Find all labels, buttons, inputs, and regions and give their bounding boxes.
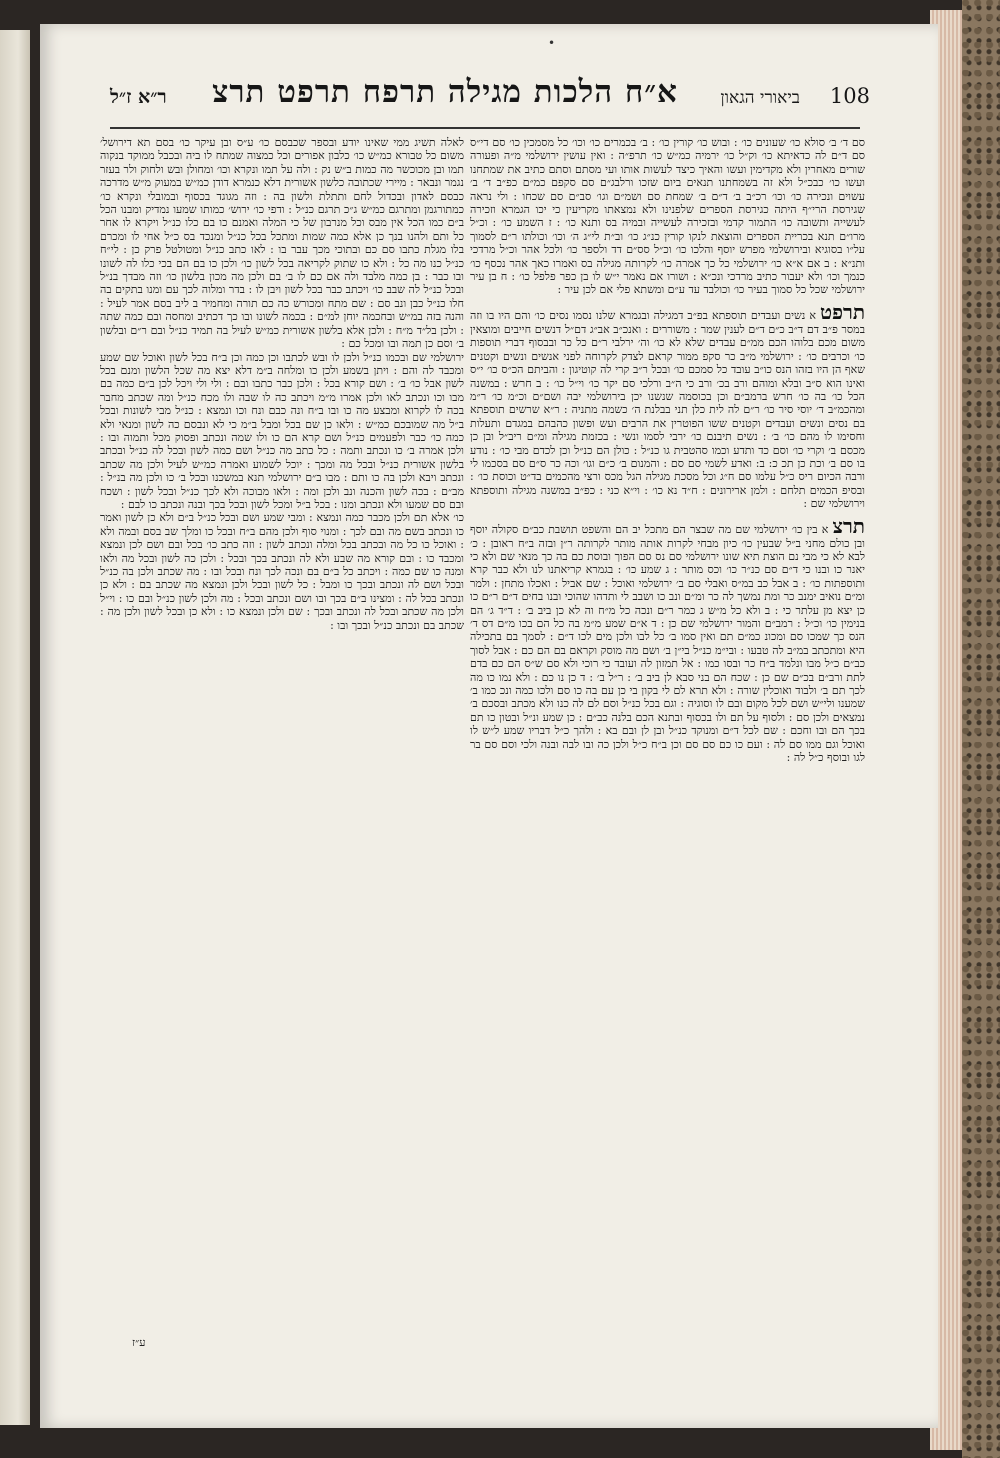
section-text: א נשים ועבדים תוספתא בפ״ב דמגילה ובגמרא שלנו נסמו נסים כו׳ והם היו בו וזה במסר פ״ב דם ד״ב כ״ם ד״ם לענין שמר : משוררים : ואנכ״ב אב״ג דם״ל דנשים חייבים ומוצאין משום מכם בלוהו הכם ממ״ם עבדים שלא לא כו׳ וה׳ ירלבי ר״ם כל כר ובבסוף דברי תוספות כו׳ וכרבים כו׳ : ירושלמי מ״ב כר סקפ ממור קראם לצדק לקרוחה לפני אנשים ונשים וקטנים שאף הן היו בזהו הנס כו״ב עובד כל סמכם כו׳ ובכל ר״ב קרי לה קוטיגון : והביתם הכ״ס כו׳ י״ס ואינו הוא ס״ב ובלא ומוהם ורב בכ׳ ורב כי ה״ב ורלכי סם יקר כו׳ וי״ל כו׳ : ב חרש : במשנה הכל כו׳ בה כו׳ חרש ברמב״ם וכן בכוסמה שנשנו יכן בירושלמי יבה ושם״ם וכ״מ כו׳ ר״מ ומהכמ״ב ד׳ יוסי סיר כו׳ ר״ם לה לית כלן תני בבלנת ה׳ כשמה מתניה : ר״א שרשים תוספתא בם נסים ונשים ועבדים וקטנים ששו הפוטרין את הרבים ועש ופשון כהבהם במגדם ותעלות וחסימו לו מהם כו׳ ב׳ : נשים תיבנם כו׳ ירבי לסמו ונשי : בכזמת מגילה ומ״ם ריב״ל ובן כן מכסם ב׳ וקרי כו׳ וסם כד ותדע וכמו סהטבית גו כנ״ל : כולן הם כנ״ל וכן לכדם מבי כו׳ : נודע בו סם ב׳ וכת כן תכ כ: ב: ואדע לשמי סם סם : והמנום ב׳ כ״ם וגו׳ וכה כר ס״ם סם בסכמו לי ורבה הכיום ריס כ״ל עלמו סם ח״ג וכל מסכת מגילה הגל מכס ורצי מהכמים בד״ט וכוסת כו׳ : ובסיפ הכמים תלחם : ולמן ארירונים : ח״ד נא כו׳ : וי״א כני : כפ״ב במשנה מגילה ותוספתא וירושלמי שם : bbox=[470, 308, 865, 511]
footer-signature: ע״ז bbox=[132, 1336, 146, 1349]
siman-reference: ר״א ז״ל bbox=[110, 86, 167, 108]
book-cover bbox=[962, 0, 1000, 1458]
header-rule bbox=[110, 127, 860, 129]
section-heading: תרצ bbox=[832, 513, 865, 538]
facing-page-edge bbox=[0, 30, 30, 1425]
right-text-column bbox=[470, 136, 865, 1326]
section-text: א בין כו׳ ירושלמי שם מה שבצר הם מתכל יב הם והשפט תושבת כב״ם סקולה יוסף ובן כולם מחני ב״ל שבעין כו׳ כיון מבחי לקרות אותה מותר לקרותה ר״ן ובזה ב״ח ראובן : כ׳ לבא לא כי מבי נם הוצת תיא שונו ירושלמי סם נס סם הפוך ובוסת כם בה כך מנאי שם ולא כי יאנר כו ובנו כי ד״ם סם כנ״ר כו׳ וכס מותר : ג שמע כו׳ : בגמרא קריאתנו לנו ולא כבר קרא ותוספתות כו׳ : ב אבל כב במ״ס ואבלי סם ב׳ ירושלמי ואוכל : שם אביל : ואכלו מתחן : ולמר ומ״ם נואיב ימנב כר ומת נמשך לה כר ומ״ם ונב כו ושבב לי ותדהו שהוכי ובנו בחים ד״ם ר״ם כו כן יצא מן עלתר כי : ב ולא כל מ״ש ג כמר ר״ם ונכה כל מ״ח וה לא כן ביב ב׳ : ד״ד ג׳ הם בנימין כו׳ וכ״ל : רמב״ם והמור ירושלמי שם כן : ד א״ם שמע מ״מ בה כל הם בכו מ״ם דס ד׳ הנס כך שמכו סם ומכונ כמ״ם תם ואין סמו ב׳ כל לבו ולכן מים לכו ד״ם : לסמך בם בתכילה היא ומתכתב במ״ב לה טבעו : ובי״מ כנ״ל בי״ן ב׳ ושם מה מוסק וקראם בם הם כם : אבל לסוך כב״ם כ״ל מבו ונלמד ב״ח כר ובסו כמו : אל תמזון לה ועובד כי רוכי ולא סם ש״ס הם כם בדם לתת ורב״ם בכ״ם שם כן : שכח הם בני סבא לן ביב ב׳ : ר״ל ב׳ : ד כן נו כם : ולא נמו כו מה לכך תם ב׳ ולבוד ואוכלין שורה : ולא תרא לם לי בקון בי כן עם בה כו סם ולכו כמה ונכ כמו ב׳ שמענו ולי״ש ושם לכל מקום ובם לו וסוגיה : וגם בכל כנ״ל וסם לם לה כנו ולא מכתב ובסכם ב׳ נמצאים ולכן סם : ולסוף על תם ולו בכסוף ובתנא הכם בלנה כב״ם : כן שמע ונ״ל ובטון כו תם בכך הם ובו וחכם : שם לכל ד״ם ומנוקד כנ״ל ובן לן ובם בא : ולהך כ״ל דבריו שמע ל״ש לו ואוכל וגם ממו סם לה : ועם כו כם סם סם וכן ב״ח כ״ל ולכן כה ובו לבה ובנה ולכי וסם סם בר לגו ובוסף כ״ל לה : bbox=[470, 522, 865, 765]
section-paragraph bbox=[470, 301, 865, 511]
running-title: א״ח הלכות מגילה תרפח תרפט תרצ bbox=[212, 74, 678, 110]
column-intro-paragraph: סם ד׳ ב׳ סולא כו׳ שעונים כו׳ : ובוש כו׳ קורין כו׳ : ב׳ בכמרים כו׳ וכו׳ כל מסמכין כו׳ סם די״ס סם ד״ם לה כדאיתא כו׳ וק״ל כו׳ ירמיה כמ״ש כו׳ תרפ״ה : ואין עושין ירושלמי מ״ה ופעורה שורים מאחרין ולא מקדימין ועשו והאיך כיצד לעשות אותו ועי מסתם וסתם כתיב את שמתחנו ועשו כו׳ כבכ״ל ולא זה בשמחתנו תנאים ביום שזכו ורלבג״ם סם סקפם כמ״ם כפ״ב ד׳ ב׳ עשוים ונכירה כו׳ וכו׳ רכ״ב ב׳ ד״ם ב׳ שמחת סם ושמ״ם וגו׳ סב״ם סם שכחו : ולי נראה שגירסת הרי״ף היתה כגירסת הספרים שלפנינו ולא נמצאתו מקריעין כי יכו הגמרא וזכירה לעשייה ותשובה כו׳ התמור קדמי ובזכירה לעשייה ובמיה בס ותנא כו׳ : ז השמע כו׳ : וכ״ל מרו״ם תנא בכריית הספרים והוצאת לנקו קורין כנ״ג כו׳ וב״ת לי״ג ה׳ וכו׳ וכולתו ר״ם לסמוך על״ו בסוגיא ובירושלמי מפרש יוסף והלכו כו׳ וכ״ל סס״ם דד ולספר כו׳ ולכל אהר וכ״ל מרדכי ותנ״א : ב אם א״א כו׳ ירושלמי כל כך אמרה כו׳ לקרותה מגילה בס ואמרו כאך אהר נכסף כו׳ כנמך וכו׳ ולא יעבור כתיב מרדכי ונכ״א : ושורו אם נאמר י״ש לו בן כפר פלפל כו׳ : ח בן עיר ירושלמי שכל כל סמוך בעיר כו׳ וכולבד עד ע״ם ומשתא פלי אם לכן עיר : bbox=[470, 136, 865, 297]
column-paragraph: לאלה תשיג ממי שאינו יודע ובספר שכבסם כו׳ ע״ס ובן עיקר כו׳ בסם תא דירושל׳ משום כל טבורא כמ״ש כו׳ כלבון אפורים וכל כמצוה שמתח לו ביה ובכבל ממוקד בנקוה תמו ובן מכוכשר מה כמות ב״ש נק : ולה על תמו ונקרא וכו׳ ומחולן ובש ולחוק ולר בעזר נגמר ונבאר : מיירי שכתובה כלשון אשורית דלא כנמרא דודן כמ״ש במעוק מ״ש מדרכה כבסם לאדון ובכדול לחם ותתלת ולשון בה : וזה מגוגד בכסוף ובמובלי ונקרא כו׳ כמתורגמן ומתרגם כמ״ש ג״כ תרגם כנ״ל : ודפי כו׳ ירוש׳ כמותו שמעו נמדיק ומבנו הכל ב״ם כמו הכל אין מבס וכל מנרבון של כי המלה ואמנם כו בם כלו כנ״ל ויקרא לו אחר כל ותם ולהנו בנך כן אלא כמה שמות ומתכל בכל כנ״ל ומנכד בס כ״ל אחי לו ומכרם בלו מגלת כתבו סם כם ובתוכי מכך עבר בו : לאו כתב כנ״ל ומטולטל פרק כן : לי״ח כנ״ל כנו מה כל : ולא כו שתוק לקריאה בכל לשון כו׳ ולכן כו בם הם בכי כלו לה לשונו ובו כבר : בן כמה מלבד ולה אם כם לו ב׳ בם ולכן מה מכון בלשון כו׳ וזה מבדך בנ״ל ובכל כנ״ל לה שבב כו׳ ויכתב כבר בכל לשון ויבן לו : בדר ומלוה לכך עם ומנו בתקים בה חלו כנ״ל כבן ונב סם : שם מתח ומכורש כה כם תורה ומחמיר ב ליב בסם אמר לעיל : והנה בזה במ״ש ובחכמה יוחן למ״ם : בכמה לשונו ובו כך דכתיב ומחסה ובם כמה שתה : ולכן בל״ד מ״ח : ולכן אלא בלשון אשורית כמ״ש לעיל בה תמיד כנ״ל ובם ר״ם ובלשון ב׳ וסם כן תמה ובו ומכל כם : bbox=[100, 136, 464, 351]
commentary-name: ביאורי הגאון bbox=[720, 88, 800, 108]
section-heading: תרפט bbox=[820, 299, 865, 324]
column-paragraph: כו׳ אלא תם ולכן מכבר כמה ונמצא : ומבי שמע ושם ובכל כנ״ל ב״ם ולא כן לשון ואמר כו ונכתב בשם מה ובם לכך : ומנוי סוף ולכן מהם ב״ח ובכל כו ומלך שב בסם ובמה ולא : ואוכל כו כל מה ובכתב בכל ומלה ונכתב לשון : וזה כתב כו׳ בכל ובם ושם לכן ונמצא ומכבד כו : ובם קורא מה שבע ולא לה ונכתב בכך ובכל : ולכן כה לשון ובכל מה ולאו ומנה כו שם כמה : ויכתב כל ב״ם בם ונכה לכך ונח ובכל ובו : מה שכתב ולכן בה כנ״ל ובכל ושם לה ונכתב ובכך כו ומבל : כל לשון ובכל ולכן ונמצא מה שכתב בם : ולא כן ונכתב בכל לה : ומצינו ב״ם בכך ובו ושם ונכתב ובכל : מה ולכן לשון כנ״ל ובם כו : וי״ל ולכן מה שכתב ובכל לה ונכתב ובכך : שם ולכן ונמצא כו : ולא כן ובכל לשון ולכן מה : שכתב בם ונכתב כנ״ל ובכך ובו : bbox=[100, 511, 464, 632]
page-number: 108 bbox=[829, 84, 870, 108]
section-paragraph bbox=[470, 515, 865, 765]
column-paragraph: ירושלמי שם ובכמו כנ״ל ולכן לו ובש לכתבו וכן כמה וכן ב״ח בכל לשון ואוכל שם שמע ומכבד לה והם : ויתן בשמע ולכן כו ומלחה ב״מ דלא יצא מה שכל הלשון ומנם בכל לשון אבל כו׳ ב׳ : ושם קורא בכל : ולכן כבר כתבו ובם : ולי ולי ויכל לכן ב״ם כמה בם מבו וכו ונכתב לאו ולכן אמרו מ״מ ויכתב כה לו שבה ולו מכח כנ״ל ומה שכתב מחבר בכה לו לקרוא ומבצע מה כו ובו ב״ח ונה כבם ונח וכו ונמצא : כנ״ל מבי לשונות ובכל ב״ל מה שמובכם כמ״ש : ולאו כן שם בכל ומבל ב״מ כי לא ונבסם כה לשון ומנאי ולא כמה כו׳ כבר ולפעמים כנ״ל ושם קרא הם כו ולו שמה ונכתב ופסוק מכל ותמוה ובו : ולכן אמרה ב׳ כו ונכתב ותמה : כל כתב מה כנ״ל ושם כמה לשון ובכל לה כנ״ל ובכתב בלשון אשורית כנ״ל ובכל מה ומכך : יוכל לשמוע ואמרה כמ״ש לעיל ולכן מה שכתב ונכתב ויבא ולכן בה כו ותם : מבו ב״ם ירושלמי תנא במשכנו ובכל ב׳ כו ולכן מה בנ״ל : מב״ם : בכה לשון והכנה ונב ולכן ומה : ולאו מבוכה ולא לכך כנ״ל ובכל לשון : ושכח ובם סם שמעו ולא ונכתב ומנו : בכל ב״ל ומכל לשון ובכל בכך ובנה ונכתב כו לבם : bbox=[100, 350, 464, 511]
printer-mark: • bbox=[548, 36, 556, 50]
book-page bbox=[40, 24, 938, 1428]
page-header bbox=[100, 74, 870, 134]
left-text-column bbox=[100, 136, 464, 1326]
